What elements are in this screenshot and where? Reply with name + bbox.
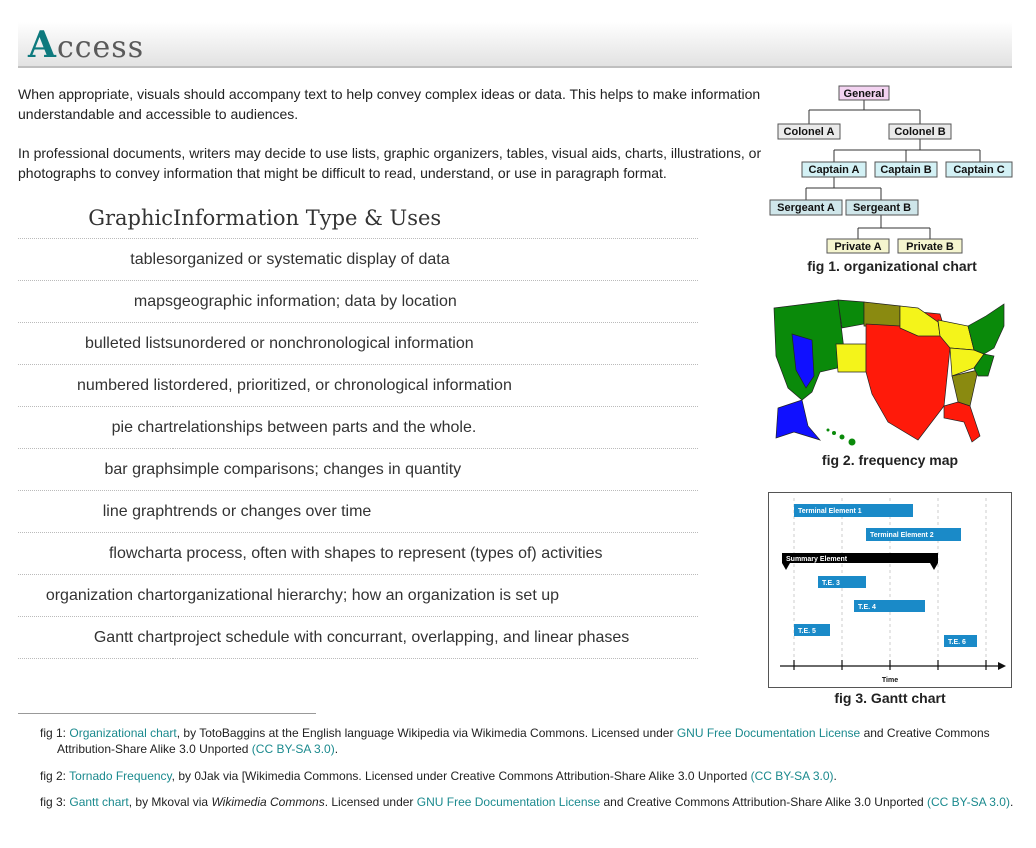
graphic-cell: pie chart <box>18 407 173 449</box>
org-node-captain-b: Captain B <box>880 164 932 176</box>
credit-fig3-italic: Wikimedia Commons <box>211 795 325 809</box>
map-region-southeast-olive <box>952 370 978 406</box>
org-chart-figure <box>768 84 1018 256</box>
map-region-florida <box>944 402 980 442</box>
credit-fig3-prefix: fig 3: <box>40 795 70 809</box>
graphic-cell: organization chart <box>18 575 173 617</box>
org-node-colonel-b: Colonel B <box>894 126 946 138</box>
map-region-northeast <box>968 304 1004 354</box>
table-row <box>18 281 698 323</box>
graphic-cell: bulleted lists <box>18 323 173 365</box>
map-region-alaska <box>776 400 820 440</box>
uses-cell: organizational hierarchy; how an organization is set up <box>173 575 698 617</box>
org-node-private-b: Private B <box>906 241 954 253</box>
uses-cell: unordered or nonchronological information <box>173 323 698 365</box>
credit-fig3-text4: . <box>1009 795 1014 809</box>
gantt-label-te1: Terminal Element 1 <box>798 508 862 515</box>
org-node-general: General <box>843 88 885 100</box>
org-node-sergeant-b: Sergeant B <box>852 202 912 214</box>
graphic-cell: line graph <box>18 491 173 533</box>
table-row <box>18 617 698 659</box>
graphic-uses-table <box>18 198 698 659</box>
graphic-cell: bar graph <box>18 449 173 491</box>
gnu-license-link-fig1[interactable]: GNU Free Documentation License <box>676 726 861 740</box>
title-first-letter: A <box>28 24 57 66</box>
map-region-colorado <box>836 344 866 372</box>
map-region-hawaii <box>827 429 856 446</box>
title-rest: ccess <box>56 30 145 65</box>
gantt-label-te5: T.E. 5 <box>798 628 816 635</box>
uses-cell: trends or changes over time <box>173 491 698 533</box>
cc-by-sa-link-fig3[interactable]: (CC BY-SA 3.0) <box>927 795 1010 809</box>
table-row <box>18 365 698 407</box>
intro-paragraph-1: When appropriate, visuals should accompany text to help convey complex ideas or data. This helps to make information understandable and accessible to audiences. <box>18 86 761 122</box>
gantt-label-summary: Summary Element <box>786 556 848 563</box>
credit-fig2 <box>40 768 1022 784</box>
gantt-label-te4: T.E. 4 <box>858 604 876 611</box>
uses-cell: ordered, prioritized, or chronological information <box>173 365 698 407</box>
gantt-axis-label: Time <box>881 677 899 684</box>
credit-fig3-text3: and Creative Commons Attribution-Share Alike 3.0 Unported <box>600 795 928 809</box>
footnote-separator <box>18 713 316 714</box>
tornado-frequency-link[interactable]: Tornado Frequency <box>69 769 172 783</box>
table-row <box>18 449 698 491</box>
credit-fig3 <box>40 794 1022 810</box>
gantt-chart-figure <box>768 492 1012 688</box>
table-row <box>18 407 698 449</box>
column-header-uses: Information Type & Uses <box>173 198 698 239</box>
organizational-chart-link[interactable]: Organizational chart <box>69 726 177 740</box>
org-node-private-a: Private A <box>834 241 882 253</box>
table-row <box>18 323 698 365</box>
org-node-captain-c: Captain C <box>953 164 1005 176</box>
uses-cell: geographic information; data by location <box>173 281 698 323</box>
credit-fig1 <box>40 725 1022 757</box>
credit-fig2-text1: , by 0Jak via [Wikimedia Commons. Licensed under Creative Commons Attribution-Share Alike 3.0 Unported <box>171 769 751 783</box>
credit-fig3-text2: . Licensed under <box>324 795 417 809</box>
frequency-map-figure <box>768 296 1008 448</box>
page-title <box>28 24 144 66</box>
graphic-cell: Gantt chart <box>18 617 173 659</box>
uses-cell: relationships between parts and the whole. <box>173 407 698 449</box>
column-header-graphic: Graphic <box>18 198 173 239</box>
table-row <box>18 533 698 575</box>
credit-fig3-text1: , by Mkoval via <box>128 795 212 809</box>
intro-paragraph-2: In professional documents, writers may decide to use lists, graphic organizers, tables, visual aids, charts, illustrations, or photographs to convey information that might be difficult to read, understand, or use in paragraph format. <box>18 145 762 181</box>
table-row <box>18 575 698 617</box>
table-row <box>18 491 698 533</box>
table-row <box>18 239 698 281</box>
gantt-label-te3: T.E. 3 <box>822 580 840 587</box>
frequency-map-caption: fig 2. frequency map <box>821 452 959 468</box>
table-header-row <box>18 198 698 239</box>
gantt-label-te6: T.E. 6 <box>948 639 966 646</box>
gantt-chart-caption: fig 3. Gantt chart <box>834 690 946 706</box>
cc-by-sa-link-fig2[interactable]: (CC BY-SA 3.0) <box>750 769 834 783</box>
org-chart-caption: fig 1. organizational chart <box>807 258 977 274</box>
uses-cell: project schedule with concurrant, overlapping, and linear phases <box>173 617 698 659</box>
gnu-license-link-fig3[interactable]: GNU Free Documentation License <box>416 795 601 809</box>
uses-cell: organized or systematic display of data <box>173 239 698 281</box>
page-header <box>18 22 1012 68</box>
map-region-north-central <box>838 300 864 328</box>
credit-fig1-prefix: fig 1: <box>40 726 70 740</box>
org-node-colonel-a: Colonel A <box>783 126 835 138</box>
credit-fig2-prefix: fig 2: <box>40 769 70 783</box>
gantt-label-te2: Terminal Element 2 <box>870 532 934 539</box>
graphic-cell: numbered list <box>18 365 173 407</box>
credit-fig1-text1: , by TotoBaggins at the English language Wikipedia via Wikimedia Commons. Licensed under <box>176 726 677 740</box>
uses-cell: simple comparisons; changes in quantity <box>173 449 698 491</box>
gantt-chart-link[interactable]: Gantt chart <box>69 795 129 809</box>
org-node-sergeant-a: Sergeant A <box>777 202 835 214</box>
org-node-captain-a: Captain A <box>808 164 860 176</box>
graphic-cell: flowchart <box>18 533 173 575</box>
graphic-cell: tables <box>18 239 173 281</box>
uses-cell: a process, often with shapes to represent (types of) activities <box>173 533 698 575</box>
graphic-cell: maps <box>18 281 173 323</box>
credit-fig1-text2: and Creative Commons Attribution-Share Alike 3.0 Unported <box>57 726 990 756</box>
cc-by-sa-link-fig1[interactable]: (CC BY-SA 3.0) <box>251 742 335 756</box>
credit-fig2-text2: . <box>833 769 837 783</box>
credit-fig1-text3: . <box>334 742 339 756</box>
